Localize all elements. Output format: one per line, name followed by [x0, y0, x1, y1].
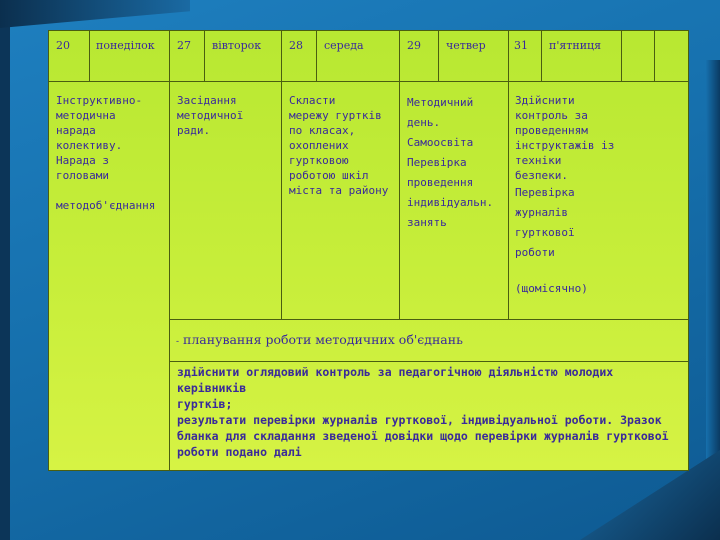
col-divider — [541, 31, 542, 81]
header-divider — [49, 81, 688, 82]
tuesday-cell: Засідання методичної ради. — [177, 94, 244, 137]
bottom-row-divider — [169, 361, 688, 362]
header-day-fri: п'ятниця — [549, 39, 602, 52]
header-day-mon: понеділок — [96, 39, 155, 52]
plan-text: планування роботи методичних об'єднань — [183, 332, 463, 347]
header-num-mon: 20 — [56, 39, 70, 52]
left-decor-bar — [0, 0, 10, 540]
col-divider — [204, 31, 205, 81]
col-divider — [316, 31, 317, 81]
col-divider — [89, 31, 90, 81]
header-num-fri: 31 — [514, 39, 528, 52]
col-divider — [438, 31, 439, 81]
col-divider — [169, 31, 170, 471]
wednesday-cell: Скласти мережу гуртків по класах, охоплених гуртковою роботою шкіл міста та району — [289, 94, 389, 197]
monday-cell: Інструктивно- методична нарада колективу. Нарада з головами методоб'єднання — [56, 94, 156, 212]
plan-dash: - — [176, 337, 180, 347]
header-day-thu: четвер — [446, 39, 486, 52]
top-left-decor — [0, 0, 190, 28]
header-num-tue: 27 — [177, 39, 191, 52]
right-decor-bar — [706, 60, 720, 480]
header-num-thu: 29 — [407, 39, 421, 52]
col-divider — [621, 31, 622, 81]
plan-row — [176, 332, 463, 347]
bottom-notes: здійснити оглядовий контроль за педагогічною діяльністю молодих керівників гуртків; результати перевірки журналів гурткової, індивідуальної роботи. Зразок бланка для складання зведеної довідки щодо перевірки журналів гурткової роботи подано далі — [177, 365, 669, 459]
header-day-wed: середа — [324, 39, 364, 52]
plan-row-divider — [169, 319, 688, 320]
col-divider — [654, 31, 655, 81]
friday-cell: Здійснити контроль за проведенням інструктажів із техніки безпеки. Перевірка журналів гурткової роботи (щомісячно) — [515, 94, 615, 295]
schedule-table — [48, 30, 689, 471]
col-divider — [281, 31, 282, 319]
col-divider — [508, 31, 509, 319]
header-num-wed: 28 — [289, 39, 303, 52]
col-divider — [399, 31, 400, 319]
header-day-tue: вівторок — [212, 39, 262, 52]
thursday-cell: Методичний день. Самоосвіта Перевірка проведення індивідуальн. занять — [407, 96, 494, 229]
